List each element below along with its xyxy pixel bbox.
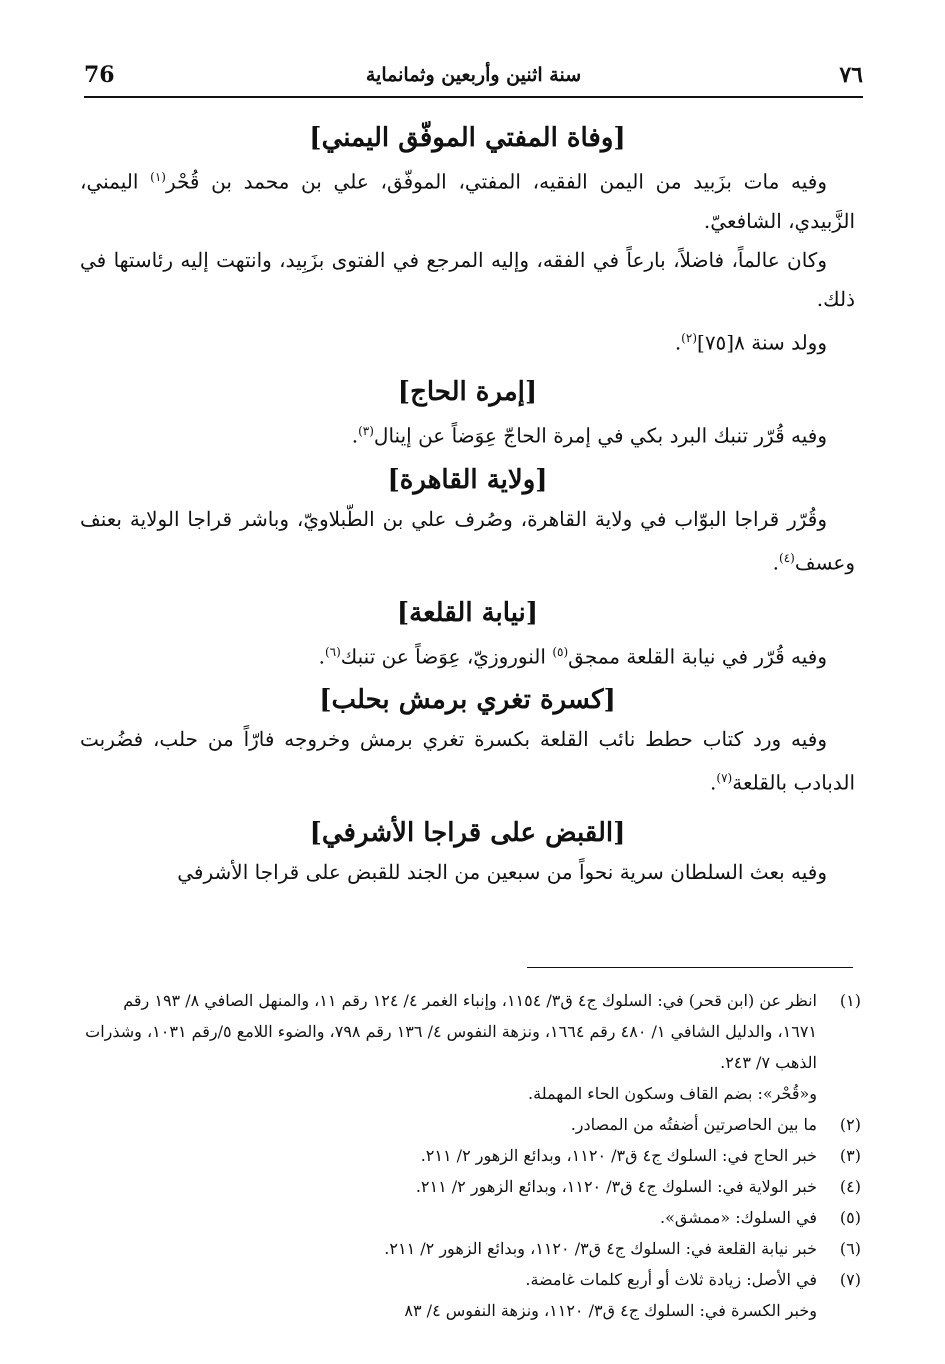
running-title: سنة اثنين وأربعين وثمانماية: [365, 64, 582, 86]
footnote: (٣) خبر الحاج في: السلوك ج٤ ق٣/ ١١٢٠، وبدائع الزهور ٢/ ٢١١.: [80, 1140, 861, 1171]
paragraph: وولد سنة ٨[٧٥]$^{(٢)}$.: [674, 330, 827, 355]
footnote-number: (٤): [839, 1177, 861, 1196]
page-number-latin: 76: [84, 62, 115, 88]
paragraph: وفيه بعث السلطان سرية نحواً من سبعين من الجند للقبض على قراجا الأشرفي: [177, 859, 827, 884]
footnote: (١) انظر عن (ابن قحر) في: السلوك ج٤ ق٣/ ١١٥٤، وإنباء الغمر ٤/ ١٢٤ رقم ١١، والمنهل الصافي ٨/ ١٩٣ رقم ١٦٧١، والدليل الشافي ١/ ٤٨٠ رقم ١٦٦٤، ونزهة النفوس ٤/ ١٣٦ رقم ٧٩٨، والضوء اللامع ٥/رقم ١٠٣١، وشذرات الذهب ٧/ ٢٤٣.: [80, 985, 861, 1078]
footnote: (٧) في الأصل: زيادة ثلاث أو أربع كلمات غامضة.: [80, 1264, 861, 1295]
footnote: (٥) في السلوك: «ممشق».: [80, 1202, 861, 1233]
paragraph: وفيه قُرّر تنبك البرد بكي في إمرة الحاجّ عِوَضاً عن إينال$^{(٣)}$.: [351, 423, 827, 448]
footnotes: [80, 985, 861, 1326]
footnote-ref[interactable]: (٧): [716, 771, 733, 786]
footnote-number: (٥): [839, 1208, 861, 1227]
footnote-number: (١): [839, 991, 861, 1010]
footnote-divider: [527, 967, 853, 968]
footnote-number: (٢): [839, 1115, 861, 1134]
footnote: (٦) خبر نيابة القلعة في: السلوك ج٤ ق٣/ ١١٢٠، وبدائع الزهور ٢/ ٢١١.: [80, 1233, 861, 1264]
section-heading: [كسرة تغري برمش بحلب]: [319, 685, 616, 716]
footnote-ref[interactable]: (١): [150, 170, 166, 184]
footnote-ref[interactable]: (٦): [324, 644, 341, 659]
paragraph: وفيه قُرّر في نيابة القلعة ممجق$^{(٥)}$ النوروزيّ، عِوَضاً عن تنبك$^{(٦)}$.: [318, 644, 827, 669]
footnote: (٢) ما بين الحاصرتين أضفتُه من المصادر.: [80, 1109, 861, 1140]
page-header: [84, 62, 863, 98]
paragraph: وكان عالماً، فاضلاً، بارعاً في الفقه، وإليه المرجع في الفتوى بزَبِيد، وانتهت إليه رئاستها في ذلك.: [80, 247, 855, 311]
footnote-ref[interactable]: (٥): [552, 644, 569, 659]
footnote: (٤) خبر الولاية في: السلوك ج٤ ق٣/ ١١٢٠، وبدائع الزهور ٢/ ٢١١.: [80, 1171, 861, 1202]
section-heading: [إمرة الحاج]: [397, 377, 538, 408]
main-text: [80, 118, 855, 892]
paragraph: وفيه مات بزَبيد من اليمن الفقيه، المفتي، الموفّق، علي بن محمد بن قُحْر$^{(١)}$ اليمني، الزَّبيدي، الشافعيّ.: [80, 169, 855, 233]
section-heading: [نيابة القلعة]: [396, 597, 539, 628]
footnote-number: (٣): [839, 1146, 861, 1165]
section-heading: [وفاة المفتي الموفّق اليمني]: [309, 123, 626, 153]
paragraph: وفيه ورد كتاب حطط نائب القلعة بكسرة تغري برمش وخروجه فارّاً من حلب، فضُربت الدبادب بالقلعة$^{(٧)}$.: [80, 727, 855, 795]
footnote-continuation: وخبر الكسرة في: السلوك ج٤ ق٣/ ١١٢٠، ونزهة النفوس ٤/ ٨٣: [404, 1301, 817, 1320]
footnote-ref[interactable]: (٤): [779, 550, 795, 565]
footnote-ref[interactable]: (٢): [681, 330, 697, 345]
footnote-continuation: و«قُحْر»: بضم القاف وسكون الحاء المهملة.: [528, 1084, 817, 1103]
section-heading: [ولاية القاهرة]: [387, 464, 548, 495]
section-heading: [القبض على قراجا الأشرفي]: [309, 817, 626, 848]
footnote-number: (٧): [839, 1270, 861, 1289]
paragraph: وقُرّر قراجا البوّاب في ولاية القاهرة، وصُرف علي بن الطّبلاويّ، وباشر قراجا الولاية بعنف وعسف$^{(٤)}$.: [80, 506, 855, 575]
page-number-arabic: ٧٦: [839, 62, 863, 88]
footnote-ref[interactable]: (٣): [358, 424, 374, 439]
footnote-number: (٦): [839, 1239, 861, 1258]
